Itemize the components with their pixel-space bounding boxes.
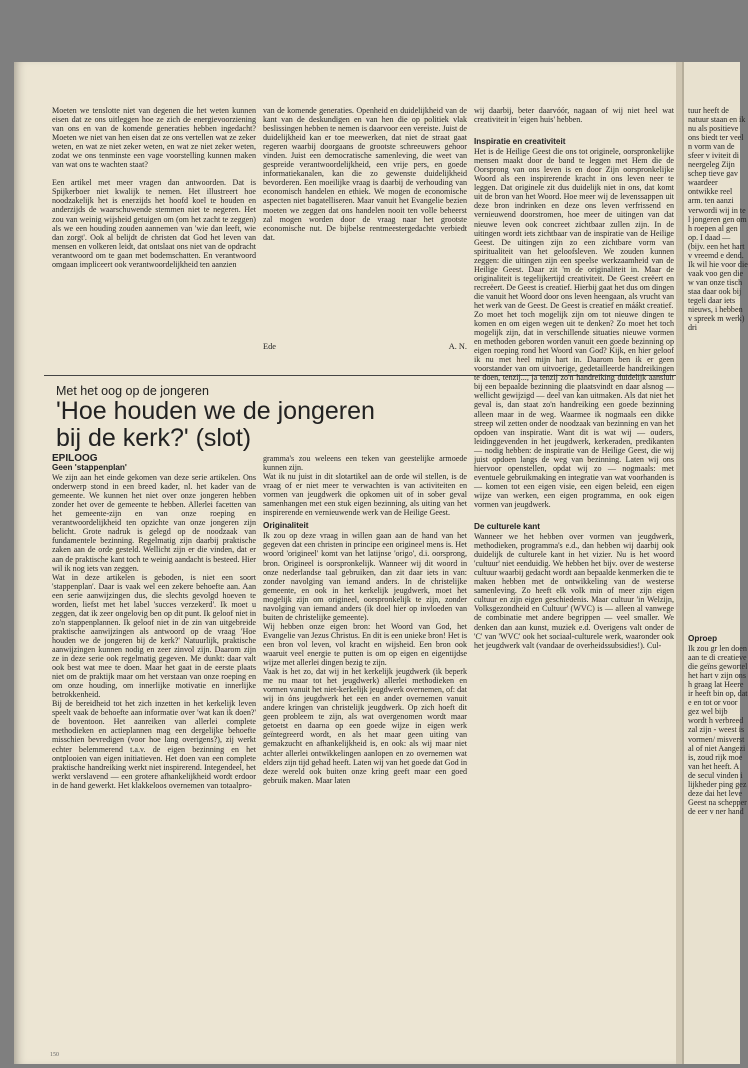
subheading-culturele-kant: De culturele kant [474,522,540,532]
top-column-1 [52,106,256,368]
paragraph: Bij de bereidheid tot het zich inzetten in het kerkelijk leven speelt vaak de behoefte aan informatie over 'wat kan ik doen?' de boventoon. Het aanreiken van allerlei complete methodieken en actieplannen mag een dergelijke behoefte misschien bevredigen (voor hoe lang overigens?), zij werkt echter belemmerend t.a.v. de eigen bezinning en het ontplooien van eigen initiatieven. Het doen van een complete praktische handreiking werkt niet inspirerend. Integendeel, het werkt verslavend — een grotere afhankelijkheid wordt erdoor in de hand gewerkt. Het klakkeloos overnemen van totaalpro- [52,699,256,790]
paragraph: Ik zou gr len doen aan te di creatieve die geïns gewortel het hart v zijn ons h graag lat Heere ir heeft bin op, dat e en tot or voor gez wel bijb wordt h verbreed zal zijn - weest is vormen/ misverst al of niet Aangezi is, zoud rijk moe van het heeft. A de secul vinden i lijkheder ping gez deze dai het leve Geest na schepper de eer v ner hand [688,644,748,816]
subheading-stappenplan: Geen 'stappenplan' [52,463,127,473]
paragraph: tuur heeft de natuur staan en ik nu als positieve ons biedt ter veel n vorm van de sfeer v iviteit di neergeleg Zijn schep tieve gav waardeer ontwikke reel arm. ten aanzi verwordi wij in te l jongeren gen om h roepen al gen op. I daad — (bijv. een het hart v vreemd e dend. Ik wil hie voor die vaak voo gen die w van onze tisch staa daar ook bij tegeli daar iets nieuws, i hebben v spreek m werk) dri [688,106,748,333]
paragraph: Ik zou op deze vraag in willen gaan aan de hand van het gegeven dat een christen in principe een origineel mens is. Het woord 'origineel' komt van het latijnse 'origo', d.i. oorsprong, bron. Origineel is oorspronkelijk. Wanneer wij dit woord in onze nederlandse taal gebruiken, dan zit daar iets in van: zonder navolging van iemand anders. In de christelijke gemeente, en ook in het kerkelijk jeugdwerk, moet het mogelijk zijn om origineel, oorspronkelijk te zijn, zonder navolging van iemand anders (ik doel hier op invloeden van buiten de christelijke gemeente). [263,531,467,622]
page-number: 150 [50,1052,59,1058]
article-column-1 [52,454,256,1054]
article-kicker: Met het oog op de jongeren [56,384,209,398]
article-column-2 [263,454,467,1054]
next-page-edge [682,62,748,1064]
paragraph: gramma's zou weleens een teken van geestelijke armoede kunnen zijn. [263,454,467,473]
top-column-2 [263,106,467,336]
subheading-originaliteit: Originaliteit [263,521,309,531]
signoff [263,342,467,351]
epiloog-heading: EPILOOG [52,453,98,464]
paragraph: We zijn aan het einde gekomen van deze serie artikelen. Ons onderwerp stond in een breed kader, nl. het kader van de gemeente. We kunnen het niet over onze jongeren hebben zonder het over de gemeente te hebben. Allerlei facetten van het gemeente-zijn en van onze roeping en verantwoordelijkheid ten opzichte van onze jongeren zijn belicht. Grote nadruk is gelegd op de noodzaak van fundamentele bezinning. Regelmatig zijn daarbij praktische zaken aan de orde gesteld. Wellicht zijn er die vinden, dat er aan de praktische kant toch te weinig aandacht is besteed. Hier wil ik nog iets van zeggen. [52,473,256,573]
paragraph: Een artikel met meer vragen dan antwoorden. Dat is Spijkerboer niet kwalijk te nemen. Het illustreert hoe noodzakelijk het is enerzijds het hoofd koel te houden en anderzijds de waarschuwende stemmen niet te negeren. Het zou van weinig wijsheid getuigen om (om het zacht te zeggen) als we een houding zouden aannemen van 'wie dan leeft, wie dan zorgt'. Ook al belijdt de christen dat God het leven van mensen en volkeren leidt, dat ontslaat ons niet van de opdracht verantwoord om te gaan met bodemschatten. En verantwoord omgaan impliceert ook verantwoordelijkheid ten aanzien [52,178,256,269]
paragraph: Wanneer we het hebben over vormen van jeugdwerk, methodieken, programma's e.d., dan hebben wij daarbij ook duidelijk de culturele kant in het vizier. Nu is het woord 'cultuur' niet eenduidig. We hebben het bijv. over de westerse cultuur waarbij gedacht wordt aan bepaalde kenmerken die te maken hebben met de ontwikkeling van de westerse samenleving. Zo heeft elk volk min of meer zijn eigen cultuur en zijn eigen geschiedenis. Maar cultuur 'in Welzijn, Volksgezondheid en Cultuur' (WVC) is — alleen al vanwege de combinatie met andere begrippen — veel smaller. We denken dan aan kunst, muziek e.d. Overigens valt onder de 'C' van 'WVC' ook het sociaal-culturele werk, waaronder ook het jeugdwerk valt (vandaar de overheidssubsidies!). Cul- [474,532,674,650]
subheading-inspiratie: Inspiratie en creativiteit [474,137,566,147]
subheading-oproep: Oproep [688,634,718,643]
next-page-column-top [688,106,748,616]
paragraph: Wat ik nu juist in dit slotartikel aan de orde wil stellen, is de vraag of er niet meer te verwachten is van activiteiten en vormen van jeugdwerk die opkomen uit of in sober geval samenhangen met een stuk eigen bezinning, als uiting van het inspirerende en vernieuwende werk van de Heilige Geest. [263,472,467,518]
paragraph: Zo moet het toch mogelijk zijn om tot nieuwe dingen te komen en om eigen wegen uit te denken? Zo moet het toch mogelijk zijn, dat in verschillende situaties nieuwe vormen en methoden geboren worden vanuit een goede bezinning op eigen roeping rond het Woord van God? Kijk, en hier geloof ik nu met heel mijn hart in. Daarom ben ik er geen voorstander van om uitvoerige, gedetailleerde handreikingen te doen, tenzij..., ja tenzij zo'n handreiking duidelijk aansluit bij een bepaalde bezinning die plaatsvindt en daar alsnog — wellicht gewijzigd — deel van kan uitmaken. Als dat niet het geval is, dan staat zo'n handreiking een goede bezinning alleen maar in de weg. Waarmee ik nogmaals een dikke streep wil zetten onder de noodzaak van bezinning en van het opdoen van inspiratie. Want dit is wat wij — ouders, leidinggevenden in het jeugdwerk, kerkeraden, predikanten — nodig hebben: de inspiratie van de Heilige Geest, die wij juist opdoen langs de weg van bezinning. Laten wij ons hiervoor openstellen, opdat wij zo — nogmaals: met eventuele gebruikmaking en integratie van wat voorhanden is — komen tot een eigen visie, een eigen beleid, een eigen wijze van werken, een eigen programma, en ook eigen vormen van jeugdwerk. [474,309,674,509]
paragraph: Vaak is het zo, dat wij in het kerkelijk jeugdwerk (ik beperk me nu maar tot het jeugdwerk) allerlei methodieken en vormen vanuit het niet-kerkelijk jeugdwerk overnemen, of: dat wij in óns jeugdwerk het een en ander overnemen vanuit andere kringen van christelijk jeugdwerk. Op zich hoeft dit geen probleem te zijn, als wat overgenomen wordt maar getoetst en daarna op een goede wijze in eigen werk geïntegreerd wordt, en als het maar geen uiting van gemakzucht en afhankelijkheid is, en ook: als wij maar niet achter allerlei ontwikkelingen aanlopen en zo overnemen wat elders zijn tijd gehad heeft. Laten wij van het goede dat God in deze wereld ook buiten onze kring geeft maar een goed gebruik maken. Maar laten [263,667,467,785]
paragraph: Moeten we tenslotte niet van degenen die het weten kunnen eisen dat ze ons uitleggen hoe ze zich de energievoorziening van ons en van de komende generaties hebben ingedacht? Moeten we niet van hen eisen dat ze ons vertellen wat ze zeker weten, en wat ze niet zeker weten, en wat ze niet zeker weten, zodat we ons tenminste een vage voorstelling kunnen maken van wat ons te wachten staat? [52,106,256,170]
next-page-column-bottom [688,630,748,1050]
article-headline: 'Hoe houden we de jongeren bij de kerk?' (slot) [56,397,375,452]
paragraph: wij daarbij, beter daarvóór, nagaan of wij niet heel wat creativiteit in 'eigen huis' hebben. [474,106,674,125]
article-column-3 [474,106,674,1054]
paragraph: Wat in deze artikelen is geboden, is niet een soort 'stappenplan'. Daar is vaak wel een zekere behoefte aan. Aan een serie aanwijzingen dus, die slechts gevolgd hoeven te worden, liefst met het label 'succes verzekerd'. Ik moet u zeggen, dat ik zeer ongelovig ben op dit punt. Ik geloof niet in zo'n stappenplannen. Ik geloof niet in de zin van uitgebreide praktische aanwijzingen als antwoord op de vraag 'Hoe houden we de jongeren bij de kerk?' Natuurlijk, praktische aanwijzingen kunnen nodig en zeer zinvol zijn. Daarom zijn ze in deze serie ook regelmatig gegeven. Me dunkt: daar valt ook best wat mee te doen. Maar het gaat in de eerste plaats niet om de praktijk maar om het verstaan van onze roeping en om onze houding, om innerlijke motivatie en innerlijke betrokkenheid. [52,572,256,700]
signoff-place: Ede [263,342,276,351]
magazine-page [14,62,748,1064]
paragraph: Het is de Heilige Geest die ons tot originele, oorspronkelijke mensen maakt door de band te leggen met Hem die de Oorsprong van ons leven is en door Zijn oorspronkelijke Woord als een inspirerende kracht in ons leven neer te leggen. Dat originele zit dus duidelijk niet in ons, dat komt uit de bron van het Woord. Hoe meer wij de levenssappen uit deze bron indrinken en deze ons leven verfrissend en vernieuwend doorstromen, hoe meer de uitingen van dat nieuwe leven ook concreet zichtbaar zullen zijn. In de uitingen wordt iets zichtbaar van de inspiratie van de Heilige Geest. De uitingen zijn zo een zichtbare vorm van spiritualiteit van het geloofsleven. We zouden kunnen zeggen: die uitingen zijn een speelse werkzaamheid van de Heilige Geest. Daar zit 'm de originaliteit in. Maar de originaliteit is tegelijkertijd creativiteit. De Geest creëert en recreëert. De Geest is creatief. Hierbij gaat het dus om dingen die vanuit het Woord door ons leven heengaan, als vrucht van het werk van de Geest. De Geest is creatief en máákt creatief. [474,147,675,310]
signoff-author: A. N. [448,342,467,351]
paragraph: van de komende generaties. Openheid en duidelijkheid van de kant van de deskundigen en van hen die op politiek vlak beslissingen hebben te nemen is daarvoor een vereiste. Juist de duidelijkheid kan er toe meewerken, dat niet de straat gaat regeren waarbij doorgaans de grootste schreeuwers gehoor vinden. Juist een democratische samenleving, die weet van gespreide verantwoordelijkheid, een vrije pers, en goede informatiekanalen, kan die zo gewenste duidelijkheid bevorderen. Een moeilijke vraag is daarbij de verhouding van economisch handelen en ethiek. We mogen de economische aspecten niet bagatelliseren. Maar vanuit het Evangelie bezien moeten we zeggen dat ons handelen nooit ten volle beheerst zal mogen worden door de vraag naar het grootste economische nut. De bijbelse rentmeestergedachte verbiedt dat. [263,106,467,242]
paragraph: Wij hebben onze eigen bron: het Woord van God, het Evangelie van Jezus Christus. En dit is een unieke bron! Het is een bron vol leven, vol kracht en wijsheid. Een bron ook waaruit veel energie te putten is om op eigen en eigentijdse wijze met allerlei dingen bezig te zijn. [263,621,467,668]
